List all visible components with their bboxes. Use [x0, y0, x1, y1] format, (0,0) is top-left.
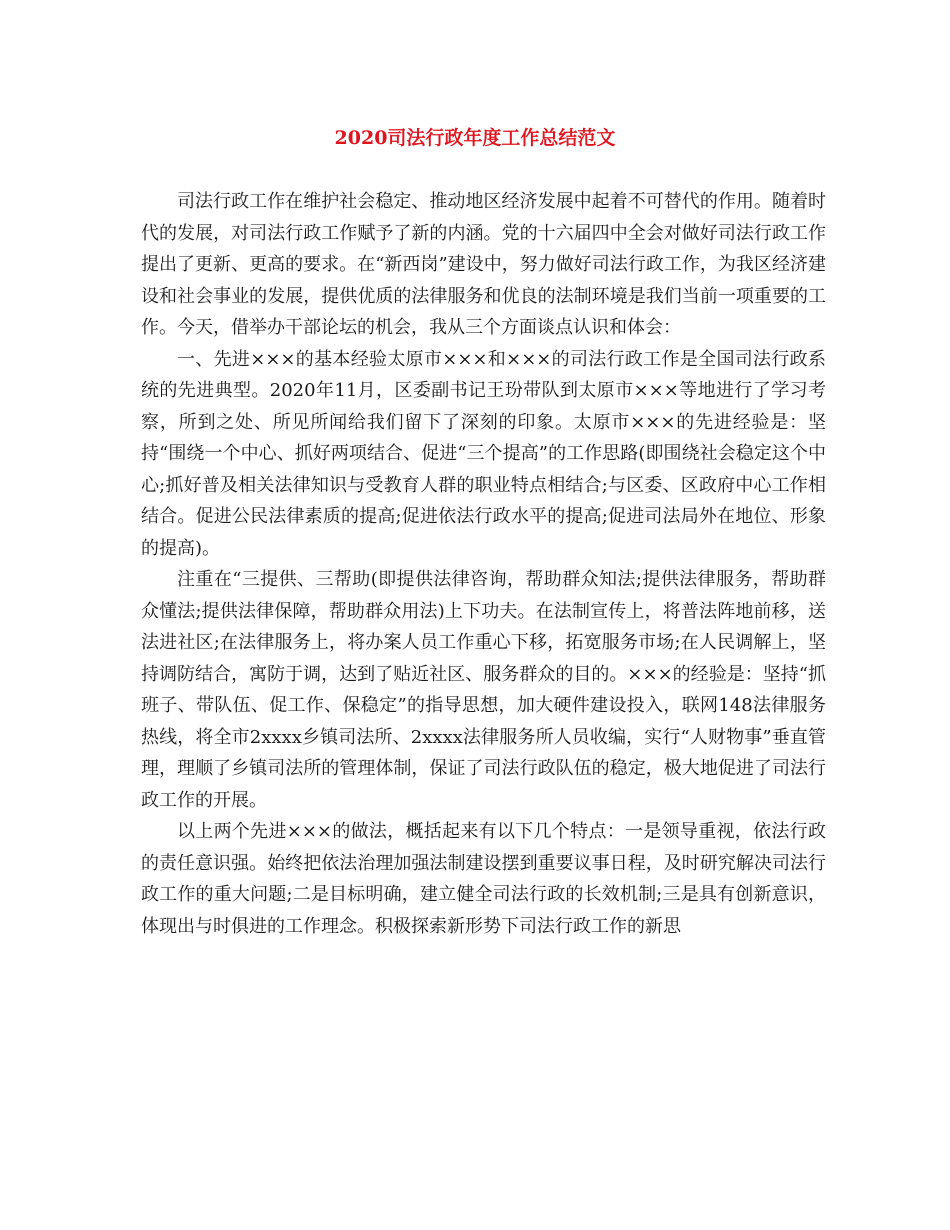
paragraph-intro: 司法行政工作在维护社会稳定、推动地区经济发展中起着不可替代的作用。随着时代的发展，对司法行政工作赋予了新的内涵。党的十六届四中全会对做好司法行政工作提出了更新、更高的要求。在“新西岗”建设中，努力做好司法行政工作，为我区经济建设和社会事业的发展，提供优质的法律服务和优良的法制环境是我们当前一项重要的工作。今天，借举办干部论坛的机会，我从三个方面谈点认识和体会：	[141, 191, 826, 338]
document-body	[141, 186, 826, 942]
paragraph-section-one: 一、先进×××的基本经验太原市×××和×××的司法行政工作是全国司法行政系统的先进典型。2020年11月，区委副书记王玢带队到太原市×××等地进行了学习考察，所到之处、所见所闻给我们留下了深刻的印象。太原市×××的先进经验是：坚持“围绕一个中心、抓好两项结合、促进“三个提高”的工作思路(即围绕社会稳定这个中心;抓好普及相关法律知识与受教育人群的职业特点相结合;与区委、区政府中心工作相结合。促进公民法律素质的提高;促进依法行政水平的提高;促进司法局外在地位、形象的提高)。	[141, 348, 827, 559]
paragraph-three-provisions: 注重在“三提供、三帮助(即提供法律咨询，帮助群众知法;提供法律服务，帮助群众懂法;提供法律保障，帮助群众用法)上下功夫。在法制宣传上，将普法阵地前移，送法进社区;在法律服务上，将办案人员工作重心下移，拓宽服务市场;在人民调解上，坚持调防结合，寓防于调，达到了贴近社区、服务群众的目的。×××的经验是：坚持“抓班子、带队伍、促工作、保稳定”的指导思想，加大硬件建设投入，联网148法律服务热线，将全市2xxxx乡镇司法所、2xxxx法律服务所人员收编，实行“人财物事”垂直管理，理顺了乡镇司法所的管理体制，保证了司法行政队伍的稳定，极大地促进了司法行政工作的开展。	[141, 569, 826, 811]
paragraph-summary-features: 以上两个先进×××的做法，概括起来有以下几个特点：一是领导重视，依法行政的责任意识强。始终把依法治理加强法制建设摆到重要议事日程，及时研究解决司法行政工作的重大问题;二是目标明确，建立健全司法行政的长效机制;三是具有创新意识，体现出与时俱进的工作理念。积极探索新形势下司法行政工作的新思	[141, 821, 826, 937]
document-title: 2020司法行政年度工作总结范文	[334, 127, 616, 149]
